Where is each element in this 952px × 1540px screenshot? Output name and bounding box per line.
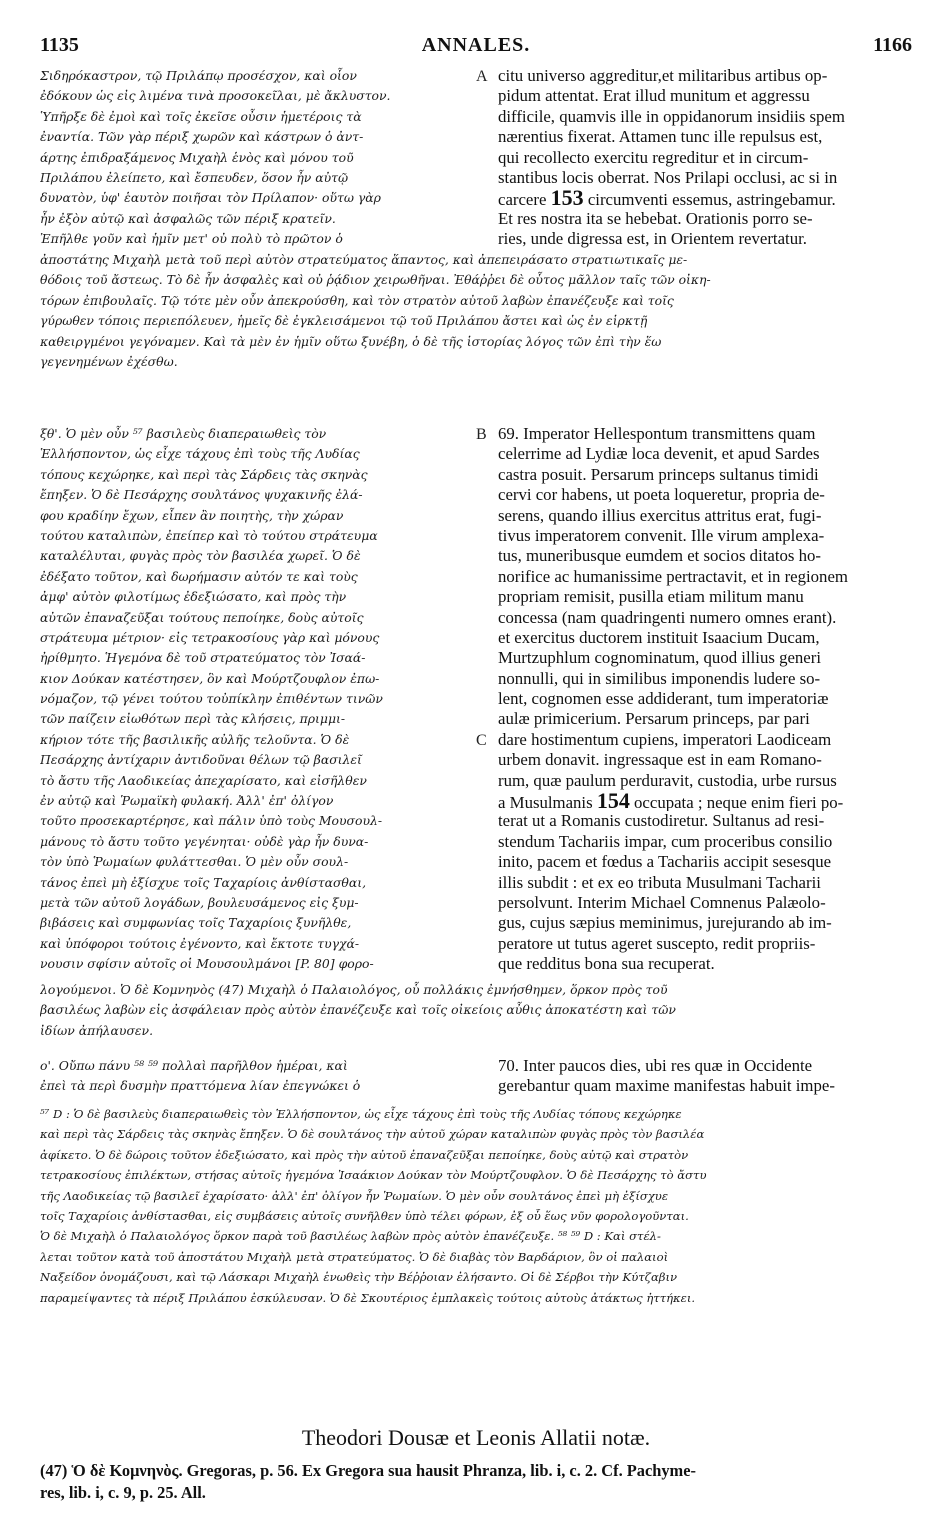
greek-full-block2 <box>40 250 912 372</box>
variant-line: τοῖς Ταχαρίοις ἀνθίστασθαι, εἰς συμβάσεις αὐτοῖς συνῆλθεν ὑπὸ τέλει φόρων, ἐξ οὗ ἕως νῦν φορολογοῦνται. <box>40 1208 689 1223</box>
greek-line: τόρων ἐπιβουλαῖς. Τῷ τότε μὲν οὖν ἀπεκρούσθη, καὶ τὸν στρατὸν αὐτοῦ λαβὼν ἐπανέζευξε καὶ τοῖς <box>40 292 674 308</box>
greek-line: δυνατὸν, ὑφ' ἑαυτὸν ποιῆσαι τὸν Πρίλαπον· οὕτω γὰρ <box>40 190 381 206</box>
greek-line: φου κραδίην ἔχων, εἶπεν ἂν ποιητὴς, τὴν χώραν <box>40 507 344 523</box>
greek-line: Πεσάρχης ἀντίχαριν ἀντιδοῦναι θέλων τῷ βασιλεῖ <box>40 752 362 768</box>
latin-line <box>498 791 912 811</box>
greek-line: καταλέλυται, φυγὰς πρὸς τὸν βασιλέα χωρεῖ. Ὁ δὲ <box>40 548 361 564</box>
greek-line: κιον Δούκαν κατέστησεν, ὃν καὶ Μούρτζουφλον ἐπω- <box>40 670 380 686</box>
variant-line: λεται τοῦτον κατὰ τοῦ ἀποστάτου Μιχαὴλ μετὰ στρατεύματος. Ὁ δὲ διαβὰς τὸν Βαρδάριον, ὃν οἱ παλαιοὶ <box>40 1249 669 1264</box>
latin-line: nærentius fixerat. Attamen tunc ille repulsus est, <box>498 127 823 147</box>
latin-line: stantibus locis oberrat. Nos Prilapi occlusi, ac si in <box>498 167 838 187</box>
variant-line: Ὁ δὲ Μιχαὴλ ὁ Παλαιολόγος ὅρκον παρὰ τοῦ βασιλέως λαβὼν πρὸς αὐτὸν ἐπανέζευξε. ⁵⁸ ⁵⁹ D : Καὶ στέλ- <box>40 1229 661 1244</box>
variant-line: παραμείψαντες τὰ πέριξ Πριλάπου ἐσκύλευσαν. Ὁ δὲ Σκουτέριος ἐμπλακεὶς τούτοις αὐτοὺς ἀτάκτως ἡττήκει. <box>40 1290 696 1305</box>
latin-line: tus, muneribusque eumdem et socios ditatos ho- <box>498 546 821 566</box>
greek-line: αὐτῶν ἐπαναζεῦξαι τούτους πεποίηκε, δοὺς αὐτοῖς <box>40 609 364 625</box>
greek-line: τοῦτο προσεκαρτέρησε, καὶ πάλιν ὑπὸ τοὺς Μουσουλ- <box>40 813 383 829</box>
annotation-line: (47) Ὁ δὲ Κομνηνὸς. Gregoras, p. 56. Ex Gregora sua hausit Phranza, lib. i, c. 2. Cf. Pachyme- <box>40 1461 696 1480</box>
greek-line: τούτου καταλιπὼν, ἐπείπερ καὶ τὸ τούτου στράτευμα <box>40 527 378 543</box>
greek-line: καθειργμένοι γεγόναμεν. Καὶ τὰ μὲν ἐν ἡμῖν οὕτω ξυνέβη, ὁ δὲ τῆς ἱστορίας λόγος τῶν ἐπὶ τὴν ἕω <box>40 333 662 349</box>
latin-line: gerebantur quam maxime manifestas habuit impe- <box>498 1076 835 1096</box>
column-number-153: 153 <box>550 188 584 209</box>
greek-line: νουσιν σφίσιν αὐτοῖς οἱ Μουσουλμάνοι [P. 80] φορο- <box>40 956 374 972</box>
latin-line-rest: occupata ; neque enim fieri po- <box>634 793 844 812</box>
latin-word: a Musulmanis <box>498 793 593 812</box>
greek-line: τὸ ἄστυ τῆς Λαοδικείας ἀπεχαρίσατο, καὶ εἰσῆλθεν <box>40 772 367 788</box>
variant-line: τετρακοσίους ἐπιλέκτων, στήσας αὐτοῖς ἡγεμόνα Ἰσαάκιον Δούκαν τὸν Μούρτζουφλον. Ὁ δὲ Πεσάρχης τὸ ἄστυ <box>40 1168 707 1183</box>
notes-title: Theodori Dousæ et Leonis Allatii notæ. <box>301 1425 651 1450</box>
greek-line: λογούμενοι. Ὁ δὲ Κομνηνὸς (47) Μιχαὴλ ὁ Παλαιολόγος, οὗ πολλάκις ἐμνήσθημεν, ὅρκον πρὸς τοῦ <box>40 982 668 997</box>
latin-line: peratore ut tutus ageret suscepto, redit propriis- <box>498 933 816 953</box>
margin-letter-b: B <box>476 426 487 443</box>
variant-line: Ναξείδον ὀνομάζουσι, καὶ τῷ Λάσκαρι Μιχαὴλ ἑνωθεὶς τὴν Βέῤῥοιαν ἐλήσαντο. Οἱ δὲ Σέρβοι τὴν Κύτζαβιν <box>40 1270 678 1285</box>
latin-line: persolvunt. Interim Michael Comnenus Palæolo- <box>498 892 826 912</box>
page-number-right: 1166 <box>873 34 912 56</box>
greek-line: ἀποστάτης Μιχαὴλ μετὰ τοῦ περὶ αὐτὸν στρατεύματος ἅπαντος, καὶ ἀπεπειράσατο στρατιωτικαῖς με- <box>40 252 688 267</box>
greek-line: ἀμφ' αὐτὸν φιλοτίμως ἐδεξιώσατο, καὶ πρὸς τὴν <box>40 589 347 605</box>
latin-line: propriam remisit, pusilla etiam militum manu <box>498 587 804 607</box>
greek-full-block4 <box>40 980 912 1041</box>
margin-letter-a: A <box>476 68 488 85</box>
latin-line: nonnulli, qui in similibus imponendis ludere so- <box>498 668 821 688</box>
greek-line: τῶν παίζειν εἰωθότων περὶ τὰς κλήσεις, πριμμι- <box>40 711 346 727</box>
latin-line: concessa (nam quadringenti numero omnes erant). <box>498 607 837 627</box>
greek-line: νόμαζον, τῷ γένει τούτου τοὐπίκλην ἐπιθέντων τινῶν <box>40 691 383 707</box>
latin-line: dare hostimentum cupiens, imperatori Laodiceam <box>498 729 832 749</box>
greek-line: ἠρίθμητο. Ἡγεμόνα δὲ τοῦ στρατεύματος τὸν Ἰσαά- <box>40 650 366 666</box>
greek-line: τόπους κεχώρηκε, καὶ περὶ τὰς Σάρδεις τὰς σκηνὰς <box>40 466 368 482</box>
latin-line: que redditus bona sua recuperat. <box>498 954 715 974</box>
greek-line: Πριλάπου ἐλείπετο, καὶ ἔσπευδεν, ὅσον ἦν αὐτῷ <box>40 169 349 185</box>
greek-line: ἐδόκουν ὡς εἰς λιμένα τινὰ προσοκεῖλαι, μὲ ἄκλυστον. <box>40 88 391 104</box>
latin-line: pidum attentat. Erat illud munitum et aggressu <box>498 86 810 106</box>
margin-letter-c: C <box>476 732 487 749</box>
greek-line: στράτευμα μέτριον· εἰς τετρακοσίους γὰρ καὶ μόνους <box>40 629 380 645</box>
greek-column-block3 <box>40 424 472 975</box>
greek-line: γύρωθεν τόποις περιεπόλευεν, ἡμεῖς δὲ ἐγκλεισάμενοι τῷ τοῦ Πριλάπου ἄστει καὶ ὡς ἐν εἱρκτῇ <box>40 313 648 329</box>
greek-line: γεγενημένων ἐχέσθω. <box>40 353 178 369</box>
latin-column-block3 <box>498 424 912 975</box>
latin-line: castra posuit. Persarum princeps sultanus timidi <box>498 464 819 484</box>
latin-word: carcere <box>498 190 547 209</box>
latin-line-rest: circumventi essemus, astringebamur. <box>587 190 836 209</box>
greek-line: τὸν ὑπὸ Ῥωμαίων φυλάττεσθαι. Ὁ μὲν οὖν σουλ- <box>40 854 349 870</box>
variant-line: ἀφίκετο. Ὁ δὲ δώροις τοῦτον ἐδεξιώσατο, καὶ πρὸς τὴν αὐτοῦ ἐπαναζεῦξαι πεποίηκε, δοὺς αὐτῷ καὶ στρατὸν <box>40 1147 689 1162</box>
greek-line: ἐπεὶ τὰ περὶ δυσμὴν πραττόμενα λίαν ἐπεγνώκει ὁ <box>40 1078 361 1094</box>
greek-column-block1 <box>40 66 472 250</box>
annotation-note <box>40 1460 912 1504</box>
latin-line: cervi cor habens, ut poeta loqueretur, propria de- <box>498 485 825 505</box>
variant-line: καὶ περὶ τὰς Σάρδεις τὰς σκηνὰς ἔπηξεν. Ὁ δὲ σουλτάνος τὴν αὐτοῦ χώραν καταλιπὼν φυγὰς πρὸς τὸν βασιλέα <box>40 1127 705 1142</box>
greek-line: ο'. Οὔπω πάνυ ⁵⁸ ⁵⁹ πολλαὶ παρῆλθον ἡμέραι, καὶ <box>40 1058 348 1073</box>
page-number-left: 1135 <box>40 34 79 56</box>
latin-line: ries, unde digressa est, in Orientem revertatur. <box>498 229 807 249</box>
greek-line: κήριον τότε τῆς βασιλικῆς αὐλῆς τελοῦντα. Ὁ δὲ <box>40 731 350 747</box>
latin-line: aulæ primicerium. Persarum princeps, par pari <box>498 709 810 729</box>
variant-line: ⁵⁷ D : Ὁ δὲ βασιλεὺς διαπεραιωθεὶς τὸν Ἑλλήσποντον, ὡς εἶχε τάχους ἐπὶ τοὺς τῆς Λυδίας τόπους κεχώρηκε <box>40 1107 682 1121</box>
variant-readings <box>40 1105 912 1309</box>
greek-column-block5 <box>40 1056 472 1097</box>
greek-line: ἦν ἐξὸν αὐτῷ καὶ ἀσφαλῶς τῶν πέριξ κρατεῖν. <box>40 210 336 226</box>
latin-line: stendum Tachariis impar, cum proceribus consilio <box>498 831 833 851</box>
greek-line: βιβάσεις καὶ συμφωνίας τοῖς Ταχαρίοις ξυνῆλθε, <box>40 915 352 931</box>
latin-line: serens, quando illius exercitus attritus erat, fugi- <box>498 505 822 525</box>
greek-line: Ἐπῆλθε γοῦν καὶ ἡμῖν μετ' οὐ πολὺ τὸ πρῶτον ὁ <box>40 231 343 247</box>
page-header <box>40 34 912 60</box>
latin-line: norifice ac humanissime pertractavit, et in regionem <box>498 566 848 586</box>
greek-line: Σιδηρόκαστρον, τῷ Πριλάπῳ προσέσχον, καὶ οἷον <box>40 68 357 83</box>
greek-line: Ἑλλήσποντον, ὡς εἶχε τάχους ἐπὶ τοὺς τῆς Λυδίας <box>40 446 360 462</box>
latin-column-block5 <box>498 1056 912 1097</box>
greek-line: ξθ'. Ὁ μὲν οὖν ⁵⁷ βασιλεὺς διαπεραιωθεὶς τὸν <box>40 426 327 441</box>
latin-line: et exercitus ductorem instituit Isaacium Ducam, <box>498 627 820 647</box>
greek-line: ἐναντία. Τῶν γὰρ πέριξ χωρῶν καὶ κάστρων ὁ ἀντ- <box>40 129 364 145</box>
latin-line: difficile, quamvis ille in oppidanorum insidiis spem <box>498 106 845 126</box>
latin-line: urbem donavit. ingressaque est in eam Romano- <box>498 750 822 770</box>
variant-line: τῆς Λαοδικείας τῷ βασιλεῖ ἐχαρίσατο· ἀλλ' ἐπ' ὀλίγον ἦν Ῥωμαίων. Ὁ μὲν οὖν σουλτάνος ἐπεὶ μὴ ἐξίσχυε <box>40 1188 669 1203</box>
greek-line: Ὑπῆρξε δὲ ἐμοὶ καὶ τοῖς ἐκεῖσε οὖσιν ἡμετέροις τὰ <box>40 108 362 124</box>
latin-line: Et res nostra ita se hebebat. Orationis porro se- <box>498 208 813 228</box>
latin-line: illis subdit : et ex eo tributa Musulmani Tacharii <box>498 872 821 892</box>
latin-line: celerrime ad Lydiæ loca devenit, et apud Sardes <box>498 444 820 464</box>
latin-line: terat ut a Romanis custodiretur. Sultanus ad resi- <box>498 811 825 831</box>
latin-line: Murtzuphlum cognominatum, quod illius generi <box>498 648 821 668</box>
latin-line: inito, pacem et fœdus a Tachariis accipit sesesque <box>498 852 832 872</box>
latin-line: citu universo aggreditur,et militaribus artibus op- <box>498 66 828 85</box>
column-number-154: 154 <box>596 791 630 812</box>
running-title: ANNALES. <box>421 34 531 56</box>
greek-line: ἐδέξατο τοῦτον, καὶ δωρήμασιν αὐτόν τε καὶ τοὺς <box>40 568 358 584</box>
latin-line <box>498 188 912 208</box>
annotation-line: res, lib. i, c. 9, p. 25. All. <box>40 1483 206 1502</box>
greek-line: ἐν αὐτῷ καὶ Ῥωμαϊκὴ φυλακή. Ἀλλ' ἐπ' ὀλίγον <box>40 793 334 809</box>
latin-column-block1 <box>498 66 912 250</box>
greek-line: ἰδίων ἀπήλαυσεν. <box>40 1022 154 1038</box>
greek-line: μάνους τὸ ἄστυ τοῦτο γεγένηται· οὐδὲ γὰρ ἦν δυνα- <box>40 833 369 849</box>
latin-line: rum, quæ paulum perduravit, custodia, urbe rursus <box>498 770 837 790</box>
latin-line: lent, cognomen esse addiderant, tum imperatoriæ <box>498 689 829 709</box>
greek-line: θόδοις τοῦ ἄστεως. Τὸ δὲ ἦν ἀσφαλὲς καὶ οὐ ῥᾴδιον χειρωθῆναι. Ἐθάῤῥει δὲ οὗτος μᾶλλον ταῖς τῶν οἰκη- <box>40 272 711 288</box>
latin-line: 70. Inter paucos dies, ubi res quæ in Occidente <box>498 1056 813 1075</box>
greek-line: βασιλέως λαβὼν εἰς ἀσφάλειαν πρὸς αὐτὸν ἐπανέζευξε καὶ τοῖς οἰκείοις αὖθις ἀποκατέστη καὶ τῶν <box>40 1002 676 1018</box>
greek-line: μετὰ τῶν αὐτοῦ λογάδων, βουλευσάμενος εἰς ξυμ- <box>40 894 359 910</box>
latin-line: qui recollecto exercitu regreditur et in circum- <box>498 147 809 167</box>
latin-line: gus, cujus sæpius meminimus, jurejurando ab im- <box>498 913 832 933</box>
greek-line: τάνος ἐπεὶ μὴ ἐξίσχυε τοῖς Ταχαρίοις ἀνθίστασθαι, <box>40 874 367 890</box>
greek-line: καὶ ὑπόφοροι τούτοις ἐγένοντο, καὶ ἔκτοτε τυγχά- <box>40 935 360 951</box>
greek-line: ἔπηξεν. Ὁ δὲ Πεσάρχης σουλτάνος ψυχακινῆς ἐλά- <box>40 487 363 503</box>
greek-line: άρτης ἐπιδραξάμενος Μιχαὴλ ἑνὸς καὶ μόνου τοῦ <box>40 149 354 165</box>
latin-line: tivus imperatorem convenit. Ille virum amplexa- <box>498 525 825 545</box>
latin-line: 69. Imperator Hellespontum transmittens quam <box>498 424 816 443</box>
